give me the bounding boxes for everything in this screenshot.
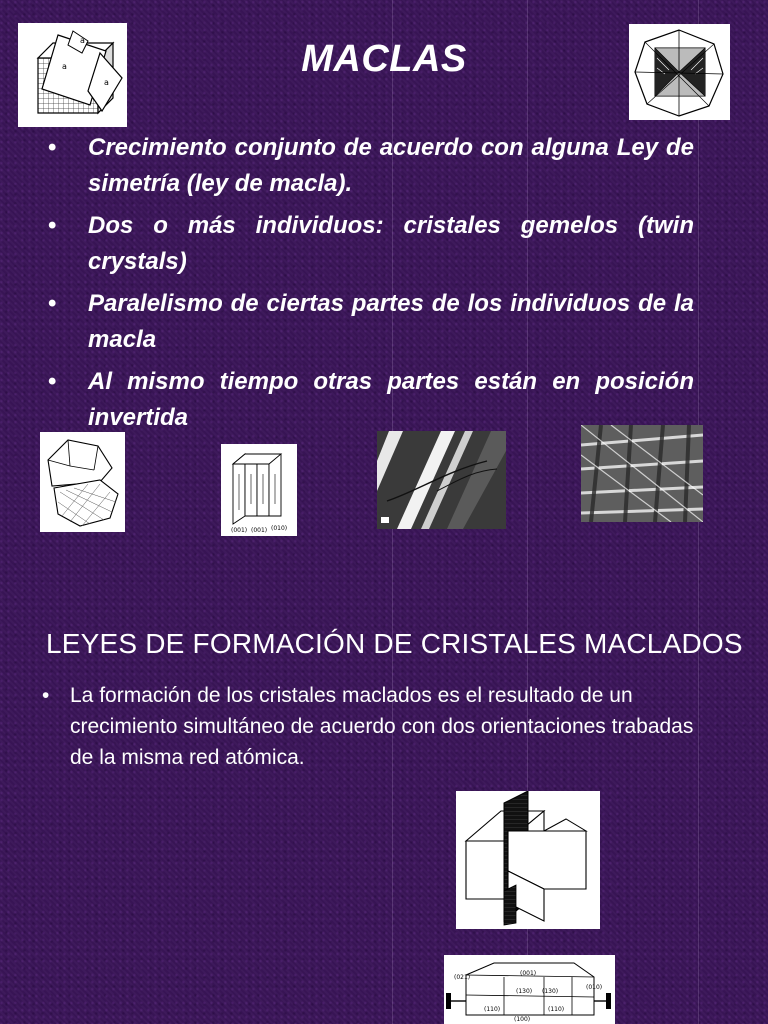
miller-label: (010) (586, 984, 603, 991)
twin-plane-diagram-image (456, 791, 600, 929)
miller-label: (130) (516, 988, 533, 995)
miller-label: (130) (542, 988, 559, 995)
miller-label: (001) (520, 970, 537, 977)
face-label: a (104, 78, 109, 87)
micrograph-twin-bands-image (377, 431, 506, 529)
polysynthetic-twin-image (221, 444, 297, 536)
section-heading: LEYES DE FORMACIÓN DE CRISTALES MACLADOS (46, 628, 743, 659)
miller-label: (110) (548, 1006, 565, 1013)
octahedral-twin-image (629, 24, 730, 120)
micrograph-crosshatch-image (581, 425, 703, 522)
bullet-marker: • (48, 134, 57, 161)
bullet-item (48, 286, 694, 358)
bullet-marker: • (48, 212, 57, 239)
bullet-text: Crecimiento conjunto de acuerdo con alguna Ley de simetría (ley de macla). (88, 134, 694, 197)
bullet-marker: • (48, 290, 57, 317)
bullet-text: Paralelismo de ciertas partes de los individuos de la macla (88, 290, 694, 353)
miller-label: (110) (484, 1006, 501, 1013)
bullet-item (42, 680, 702, 773)
face-label: (001) (231, 527, 248, 534)
cube-twin-image (18, 23, 127, 127)
bullet-item (48, 208, 694, 280)
miller-label: (021) (454, 974, 471, 981)
bullet-list (48, 130, 694, 442)
face-label: a (62, 62, 67, 71)
bullet-text: Al mismo tiempo otras partes están en posición invertida (88, 368, 694, 431)
face-label: a (80, 36, 85, 45)
face-label: (010) (271, 525, 288, 532)
section-bullet-list (42, 680, 702, 773)
bullet-text: La formación de los cristales maclados es el resultado de un crecimiento simultáneo de acuerdo con dos orientaciones trabadas de la misma red atómica. (70, 684, 694, 769)
slide-title: MACLAS (301, 38, 467, 80)
miller-index-crystal-image (444, 955, 615, 1024)
miller-label: (100) (514, 1016, 531, 1023)
face-label: (001) (251, 527, 268, 534)
bullet-item (48, 130, 694, 202)
bullet-marker: • (48, 368, 57, 395)
bullet-text: Dos o más individuos: cristales gemelos (twin crystals) (88, 212, 694, 275)
contact-twin-image (40, 432, 125, 532)
bullet-marker: • (42, 684, 50, 707)
